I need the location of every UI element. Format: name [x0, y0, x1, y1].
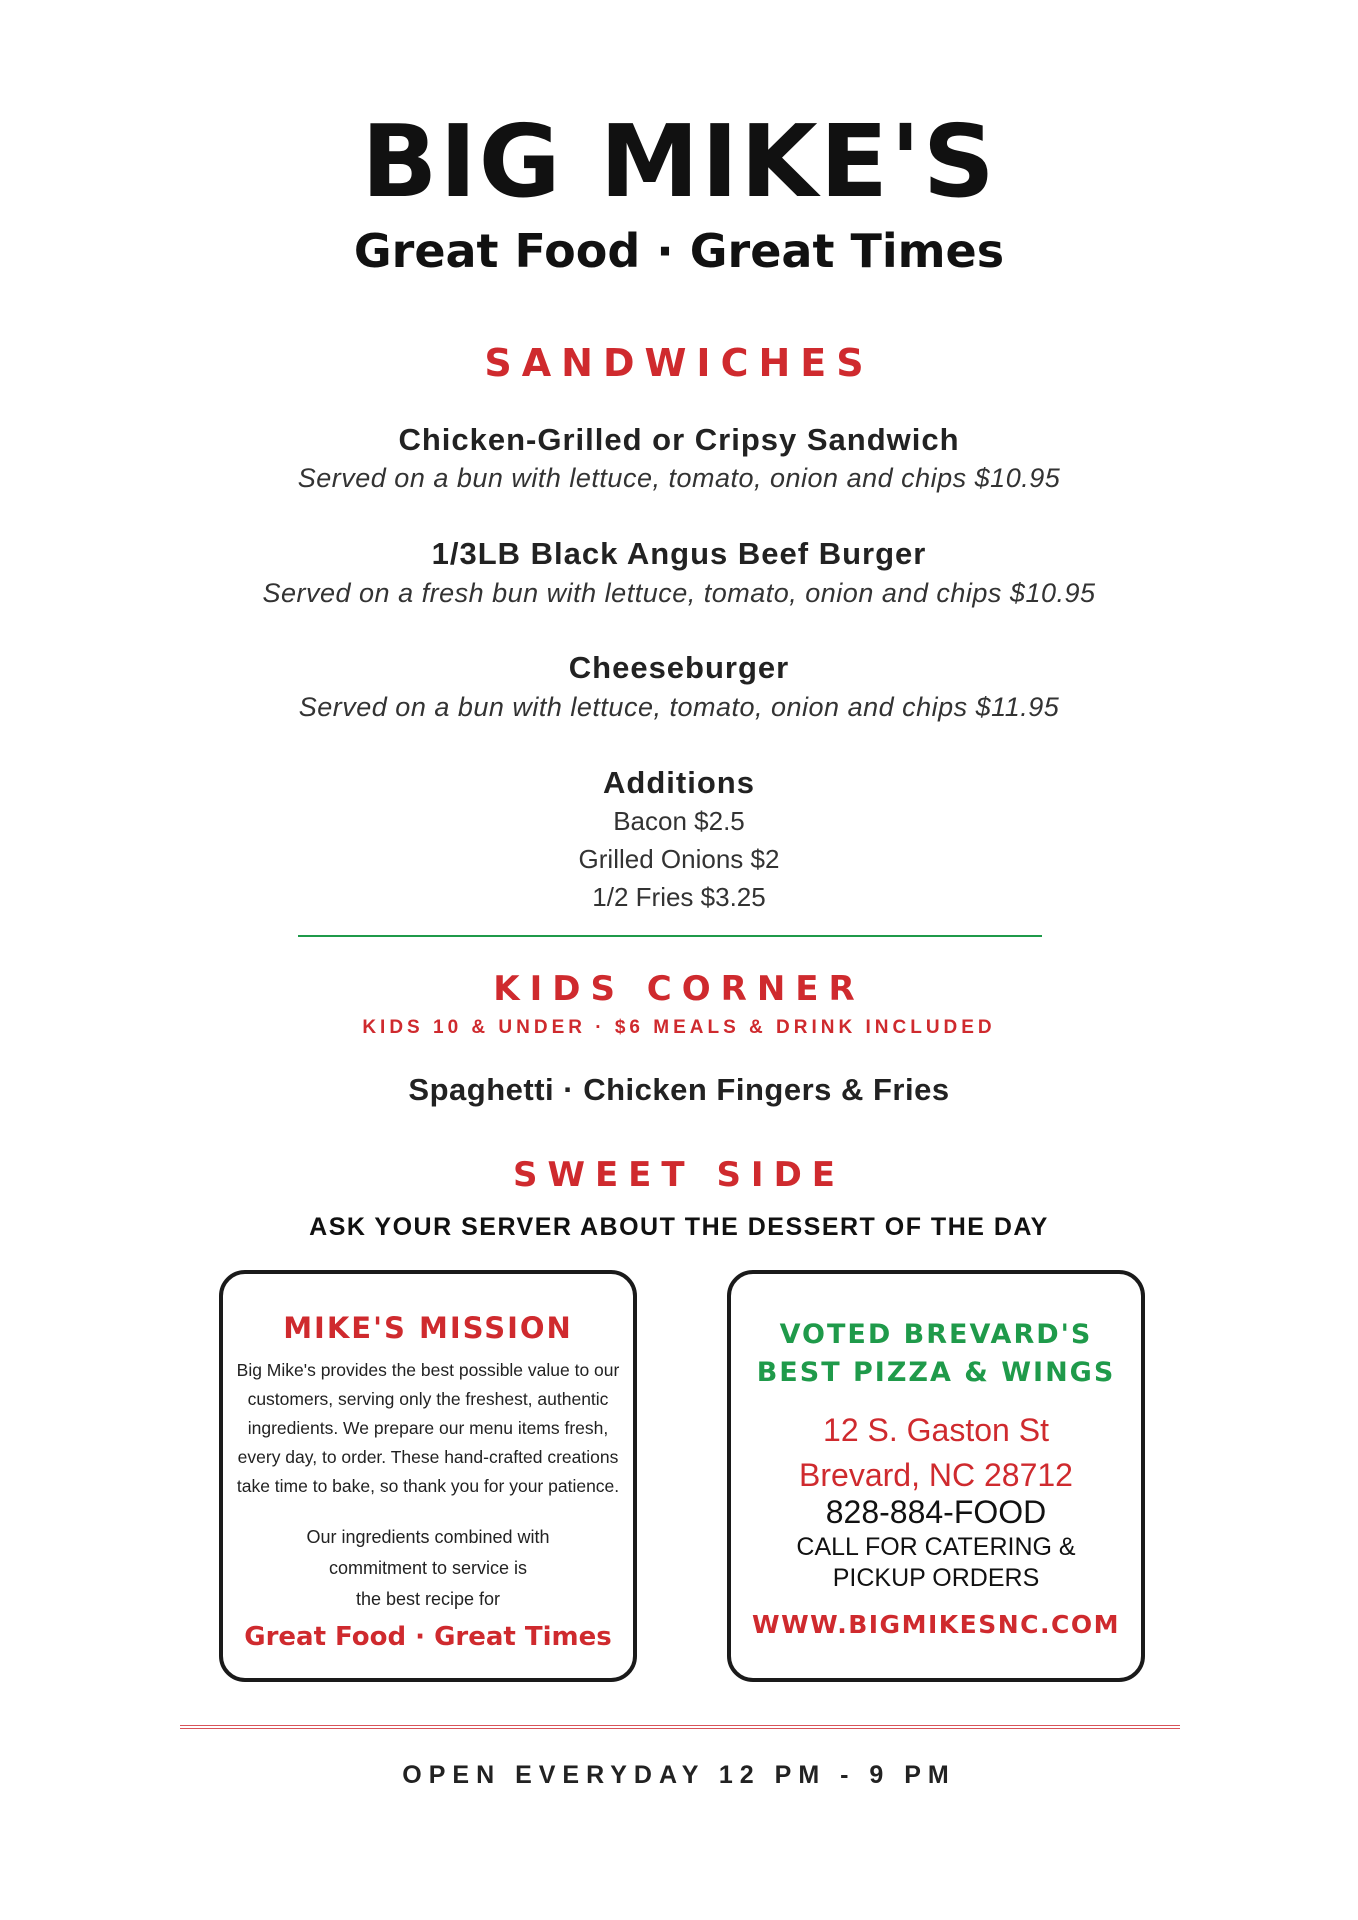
catering-note — [731, 1532, 1141, 1594]
award-text — [731, 1316, 1141, 1392]
mission-closing — [231, 1522, 625, 1615]
phone-number[interactable]: 828-884-FOOD — [825, 1494, 1047, 1530]
award-line: BEST PIZZA & WINGS — [756, 1357, 1116, 1388]
mission-tagline: Great Food · Great Times — [244, 1622, 612, 1652]
address — [731, 1408, 1141, 1498]
opening-hours: OPEN EVERYDAY 12 PM - 9 PM — [402, 1761, 956, 1789]
award-line: VOTED BREVARD'S — [779, 1319, 1093, 1350]
info-card — [727, 1270, 1145, 1682]
kids-corner-heading: KIDS CORNER — [493, 969, 865, 1009]
addition-item: Grilled Onions $2 — [578, 844, 780, 874]
menu-item-name: 1/3LB Black Angus Beef Burger — [431, 536, 927, 571]
mission-closing-line: the best recipe for — [355, 1589, 501, 1609]
catering-line: CALL FOR CATERING & — [796, 1533, 1076, 1561]
website-link[interactable]: WWW.BIGMIKESNC.COM — [752, 1610, 1120, 1639]
mission-closing-line: Our ingredients combined with — [306, 1527, 550, 1547]
sandwiches-heading: SANDWICHES — [484, 341, 874, 385]
brand-title: BIG MIKE'S — [361, 103, 997, 220]
additions-heading: Additions — [603, 765, 755, 800]
menu-item-name: Cheeseburger — [568, 650, 790, 685]
section-divider — [298, 935, 1042, 937]
mission-body: Big Mike's provides the best possible value to our customers, serving only the freshest, authentic ingredients. We prepare our menu items fresh, every day, to order. These hand-crafted creations take time to bake, so thank you for your patience. — [236, 1360, 620, 1496]
addition-item: 1/2 Fries $3.25 — [592, 882, 766, 912]
footer-divider — [180, 1725, 1180, 1729]
menu-item-description: Served on a bun with lettuce, tomato, onion and chips $11.95 — [298, 692, 1060, 722]
kids-corner-subtitle: KIDS 10 & UNDER · $6 MEALS & DRINK INCLUDED — [362, 1017, 996, 1038]
mission-closing-line: commitment to service is — [328, 1558, 528, 1578]
sweet-side-heading: SWEET SIDE — [512, 1155, 846, 1195]
mission-title: MIKE'S MISSION — [283, 1311, 573, 1345]
catering-line: PICKUP ORDERS — [832, 1564, 1040, 1592]
address-line: Brevard, NC 28712 — [799, 1457, 1073, 1493]
menu-item-description: Served on a fresh bun with lettuce, tomato, onion and chips $10.95 — [262, 578, 1096, 608]
menu-item-name: Chicken-Grilled or Cripsy Sandwich — [398, 422, 960, 457]
mission-card — [219, 1270, 637, 1682]
sweet-side-subtitle: ASK YOUR SERVER ABOUT THE DESSERT OF THE DAY — [309, 1213, 1049, 1241]
menu-item-description: Served on a bun with lettuce, tomato, onion and chips $10.95 — [297, 463, 1061, 493]
brand-tagline: Great Food · Great Times — [353, 224, 1005, 278]
address-line: 12 S. Gaston St — [823, 1412, 1049, 1448]
kids-corner-items: Spaghetti · Chicken Fingers & Fries — [408, 1072, 950, 1107]
addition-item: Bacon $2.5 — [613, 806, 745, 836]
